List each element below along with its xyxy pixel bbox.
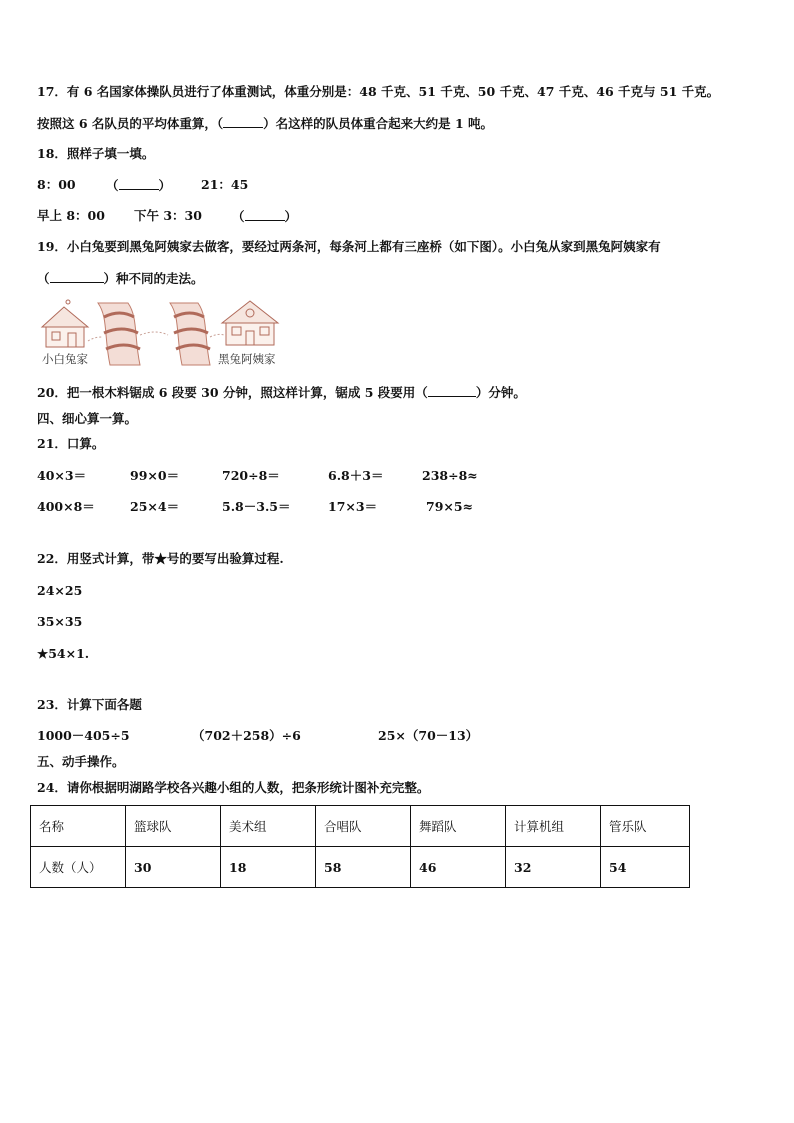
table-cell: 54 (601, 847, 690, 888)
q23-item-1: 1000－405÷5 (37, 728, 130, 743)
q23-item-3: 25×（70－13） (378, 728, 479, 743)
q17-text-b: ）名这样的队员体重合起来大约是 1 吨。 (263, 116, 494, 131)
q22-item-3: ★54×1. (37, 646, 90, 661)
q21-r2-c1: 400×8＝ (37, 499, 95, 514)
q18-row2-close: ） (284, 209, 298, 224)
q18-row1-open: （ (106, 178, 119, 193)
river-left-icon (98, 303, 140, 365)
table-cell: 46 (411, 847, 506, 888)
q21-r1-c2: 99×0＝ (130, 468, 180, 483)
right-house-icon (222, 301, 278, 345)
q23-title: 23．计算下面各题 (37, 697, 142, 712)
q18-row2-time-b: 下午 3：30 (134, 208, 202, 223)
q19-text-b: ）种不同的走法。 (103, 271, 204, 286)
label-rabbit-home: 小白兔家 (42, 352, 88, 366)
q17-answer-blank[interactable] (223, 115, 263, 128)
q21-r2-c3: 5.8－3.5＝ (222, 499, 291, 514)
section-4-heading: 四、细心算一算。 (37, 411, 138, 426)
table-cell: 32 (506, 847, 601, 888)
q20-text-a: 20．把一根木料锯成 6 段要 30 分钟，照这样计算，锯成 5 段要用（ (37, 385, 428, 400)
table-header-cell: 美术组 (221, 806, 316, 847)
q21-r1-c1: 40×3＝ (37, 468, 87, 483)
q17-line1: 17．有 6 名国家体操队员进行了体重测试，体重分别是：48 千克、51 千克、50 千克、47 千克、46 千克与 51 千克。 (37, 84, 720, 99)
q17-text-a: 按照这 6 名队员的平均体重算，（ (37, 116, 224, 131)
q21-r1-c4: 6.8＋3＝ (328, 468, 384, 483)
table-header-cell: 名称 (31, 806, 126, 847)
q22-title: 22．用竖式计算，带★号的要写出验算过程. (37, 551, 284, 566)
table-header-row (31, 806, 690, 847)
q20-line (37, 384, 526, 401)
q21-title: 21．口算。 (37, 436, 105, 451)
q22-item-1: 24×25 (37, 583, 83, 598)
interest-group-table (30, 805, 690, 888)
q19-open: （ (37, 271, 50, 286)
river-right-icon (170, 303, 210, 365)
q17-line2 (37, 115, 493, 132)
q21-r2-c2: 25×4＝ (130, 499, 180, 514)
table-header-cell: 计算机组 (506, 806, 601, 847)
q23-item-2: （702＋258）÷6 (192, 728, 301, 743)
q19-line2 (37, 270, 204, 287)
table-cell: 58 (316, 847, 411, 888)
q21-r2-c5: 79×5≈ (426, 499, 474, 514)
q21-r1-c3: 720÷8＝ (222, 468, 280, 483)
q18-row1-time-b: 21：45 (201, 177, 249, 192)
q18-row2-answer (232, 208, 297, 225)
table-header-cell: 合唱队 (316, 806, 411, 847)
table-header-cell: 管乐队 (601, 806, 690, 847)
q18-row2-open: （ (232, 209, 245, 224)
section-5-heading: 五、动手操作。 (37, 754, 125, 769)
table-cell: 18 (221, 847, 316, 888)
table-header-cell: 篮球队 (126, 806, 221, 847)
q18-row2-blank[interactable] (245, 208, 285, 221)
q18-row1-answer (106, 177, 171, 194)
q18-row2-time-a: 早上 8：00 (37, 208, 105, 223)
table-cell: 30 (126, 847, 221, 888)
q19-line1: 19．小白兔要到黑兔阿姨家去做客，要经过两条河，每条河上都有三座桥（如下图）。小白兔从家到黑兔阿姨家有 (37, 239, 661, 254)
q18-row1-blank[interactable] (119, 177, 159, 190)
left-house-icon (42, 300, 88, 347)
q20-text-b: ）分钟。 (475, 385, 526, 400)
q21-r2-c4: 17×3＝ (328, 499, 378, 514)
table-header-cell: 舞蹈队 (411, 806, 506, 847)
q24-title: 24．请你根据明湖路学校各兴趣小组的人数，把条形统计图补充完整。 (37, 780, 430, 795)
label-aunt-home: 黑兔阿姨家 (218, 352, 276, 366)
q22-item-2: 35×35 (37, 614, 83, 629)
q18-title: 18．照样子填一填。 (37, 146, 155, 161)
q18-row1-close: ） (158, 178, 172, 193)
table-cell: 人数（人） (31, 847, 126, 888)
table-row (31, 847, 690, 888)
q21-r1-c5: 238÷8≈ (422, 468, 478, 483)
q20-answer-blank[interactable] (428, 384, 476, 397)
q19-answer-blank[interactable] (50, 270, 104, 283)
q18-row1-time-a: 8：00 (37, 177, 76, 192)
